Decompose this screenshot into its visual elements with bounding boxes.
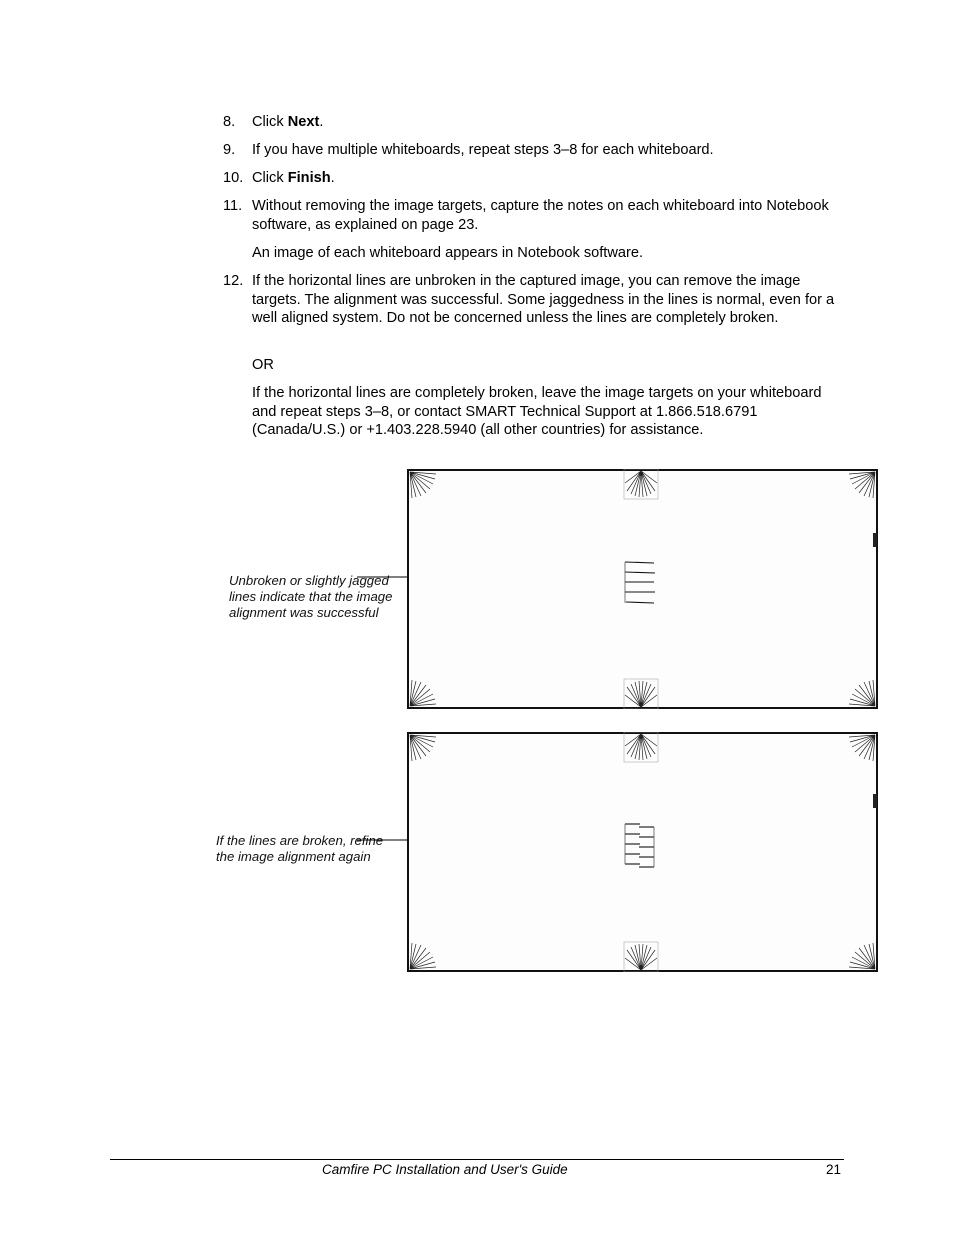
callout-success: Unbroken or slightly jagged lines indicate that the image alignment was successful: [229, 573, 393, 620]
step-number: 11.: [223, 198, 243, 214]
footer-title: Camfire PC Installation and User's Guide: [322, 1162, 568, 1177]
step-number: 8.: [223, 114, 236, 130]
step-number: 10.: [223, 170, 244, 186]
ui-term-finish: Finish: [287, 170, 331, 186]
footer-rule: [110, 1159, 844, 1160]
whiteboard-photo-misaligned: [407, 732, 878, 972]
step-punct: .: [330, 170, 335, 186]
step-text: Click: [252, 114, 288, 130]
or-text: OR: [252, 357, 274, 373]
step-9: [223, 141, 843, 160]
step-11: [223, 197, 843, 234]
whiteboard-photo-aligned: [407, 469, 878, 709]
step-punct: .: [319, 114, 324, 130]
step-number: 9.: [223, 142, 236, 158]
step-8: [223, 113, 843, 132]
step-text: If you have multiple whiteboards, repeat steps 3–8 for each whiteboard.: [252, 142, 714, 158]
step-10: [223, 169, 843, 188]
step-number: 12.: [223, 273, 244, 289]
step-11-result: An image of each whiteboard appears in Notebook software.: [252, 245, 644, 261]
step-text: Click: [252, 170, 288, 186]
step-text: If the horizontal lines are unbroken in the captured image, you can remove the image targets. The alignment was successful. Some jaggedness in the lines is normal, even for a well aligned system. Do not be concerned unless the lines are completely broken.: [252, 273, 835, 327]
step-12: [223, 272, 843, 328]
broken-lines-paragraph: If the horizontal lines are completely broken, leave the image targets on your whiteboard and repeat steps 3–8, or contact SMART Technical Support at 1.866.518.6791 (Canada/U.S.) or +1.403.228.5940 (all other countries) for assistance.: [252, 385, 822, 439]
page-number: 21: [826, 1162, 842, 1177]
ui-term-next: Next: [287, 114, 320, 130]
callout-broken: If the lines are broken, refine the image alignment again: [216, 833, 384, 864]
step-text: Without removing the image targets, capture the notes on each whiteboard into Notebook software, as explained on page 23.: [252, 198, 829, 233]
